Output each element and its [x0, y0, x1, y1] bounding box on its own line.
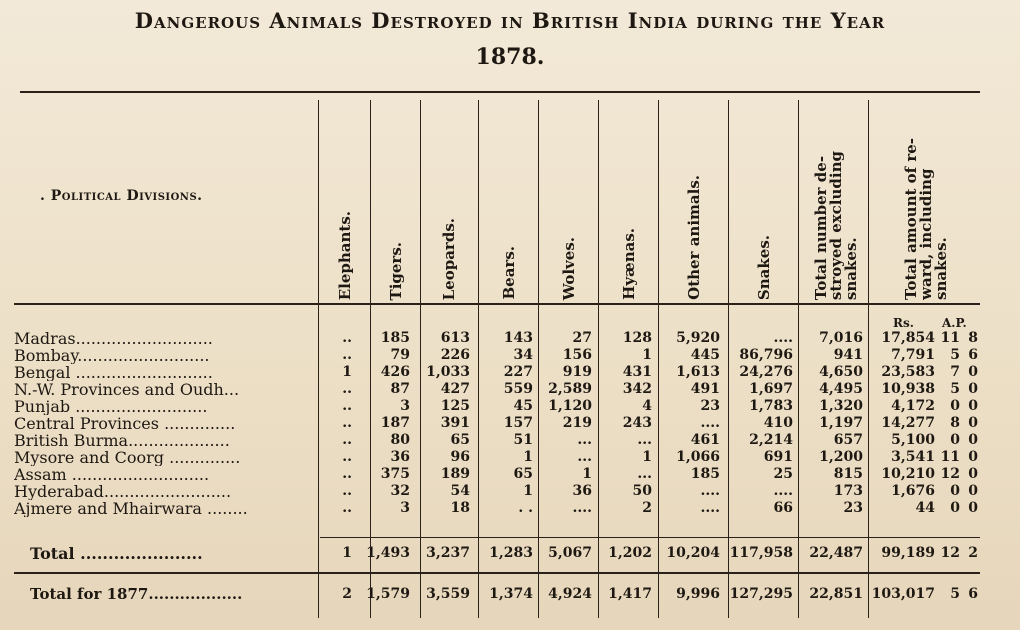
- table-row-wolves: ....: [572, 500, 592, 516]
- table-row-leopards: 96: [450, 449, 470, 465]
- total-1877-row-elephants: 2: [342, 586, 352, 602]
- table-row-tigers: 3: [400, 500, 410, 516]
- table-row-label: N.-W. Provinces and Oudh...: [14, 381, 240, 398]
- table-row-hyaenas: 1: [642, 449, 652, 465]
- table-row-total-excluding-snakes: 23: [843, 500, 863, 516]
- annas-pies-subheader: A.P.: [942, 316, 967, 330]
- total-row-hyaenas: 1,202: [608, 545, 652, 561]
- table-row-wolves: 27: [572, 330, 592, 346]
- table-row-bears: 51: [513, 432, 533, 448]
- table-row-leopards: 613: [440, 330, 470, 346]
- table-row-reward-pies: 0: [968, 398, 978, 414]
- table-row-leopards: 226: [440, 347, 470, 363]
- column-header-label: Wolves.: [559, 236, 578, 300]
- table-row-total-excluding-snakes: 1,320: [819, 398, 863, 414]
- table-row-bears: 1: [523, 483, 533, 499]
- table-row-elephants: ..: [342, 483, 352, 499]
- table-row-bears: 1: [523, 449, 533, 465]
- table-row-hyaenas: 4: [642, 398, 652, 414]
- table-row-total-excluding-snakes: 815: [833, 466, 863, 482]
- total-row-elephants: 1: [342, 545, 352, 561]
- table-row-reward-annas: 0: [950, 432, 960, 448]
- table-row-snakes: 1,697: [749, 381, 793, 397]
- table-row-other-animals: 1,613: [676, 364, 720, 380]
- table-row-reward-rupees: 5,100: [891, 432, 935, 448]
- table-row-other-animals: 185: [690, 466, 720, 482]
- table-row-bears: . .: [518, 500, 533, 516]
- table-row-label: Assam ...........................: [14, 466, 210, 483]
- table-row-hyaenas: 50: [632, 483, 652, 499]
- table-row-reward-rupees: 10,938: [881, 381, 935, 397]
- table-row-label: Central Provinces ..............: [14, 415, 236, 432]
- table-title: Dangerous Animals Destroyed in British India during the Year: [134, 8, 886, 33]
- column-header-wolves: [540, 108, 598, 300]
- table-row-total-excluding-snakes: 657: [833, 432, 863, 448]
- table-row-reward-pies: 0: [968, 483, 978, 499]
- table-row-leopards: 125: [440, 398, 470, 414]
- column-header-label: Snakes.: [754, 234, 773, 300]
- column-header-leopards: [420, 108, 478, 300]
- table-row-tigers: 375: [380, 466, 410, 482]
- table-row-snakes: 25: [773, 466, 793, 482]
- table-row-other-animals: 1,066: [676, 449, 720, 465]
- total-row-bears: 1,283: [489, 545, 533, 561]
- table-row-tigers: 80: [390, 432, 410, 448]
- total-row-reward-annas: 12: [940, 545, 960, 561]
- table-row-other-animals: ....: [700, 500, 720, 516]
- table-row-tigers: 187: [380, 415, 410, 431]
- table-year: 1878.: [475, 44, 545, 70]
- table-row-hyaenas: 1: [642, 347, 652, 363]
- table-row-reward-annas: 12: [940, 466, 960, 482]
- table-row-elephants: ..: [342, 415, 352, 431]
- table-row-reward-annas: 5: [950, 347, 960, 363]
- table-row-wolves: 919: [562, 364, 592, 380]
- table-row-reward-pies: 0: [968, 449, 978, 465]
- table-row-hyaenas: 342: [622, 381, 652, 397]
- column-header-label: Bears.: [499, 246, 518, 300]
- column-header-label: Tigers.: [386, 241, 405, 300]
- table-row-tigers: 185: [380, 330, 410, 346]
- table-row-reward-rupees: 10,210: [881, 466, 935, 482]
- column-header-label: Total amount of re- ward, including snakes.: [901, 138, 950, 300]
- table-row-other-animals: 461: [690, 432, 720, 448]
- table-row-bears: 65: [513, 466, 533, 482]
- total-1877-row-tigers: 1,579: [366, 586, 410, 602]
- table-row-reward-pies: 0: [968, 364, 978, 380]
- table-row-wolves: ...: [577, 432, 592, 448]
- table-row-elephants: ..: [342, 347, 352, 363]
- table-row-other-animals: ....: [700, 415, 720, 431]
- table-row-total-excluding-snakes: 941: [833, 347, 863, 363]
- table-row-snakes: ....: [773, 483, 793, 499]
- table-row-elephants: ..: [342, 381, 352, 397]
- total-row-reward-rupees: 99,189: [881, 545, 935, 561]
- table-row-reward-rupees: 44: [915, 500, 935, 516]
- table-row-hyaenas: 128: [622, 330, 652, 346]
- table-row-snakes: 86,796: [739, 347, 793, 363]
- total-row-snakes: 117,958: [729, 545, 793, 561]
- total-row-reward-pies: 2: [968, 545, 978, 561]
- table-row-wolves: 1,120: [548, 398, 592, 414]
- table-row-wolves: 1: [582, 466, 592, 482]
- table-row-total-excluding-snakes: 4,650: [819, 364, 863, 380]
- table-row-reward-rupees: 23,583: [881, 364, 935, 380]
- table-row-reward-annas: 7: [950, 364, 960, 380]
- table-row-snakes: 1,783: [749, 398, 793, 414]
- total-1877-row-wolves: 4,924: [548, 586, 592, 602]
- column-header-other-animals: [660, 108, 728, 300]
- table-row-leopards: 18: [450, 500, 470, 516]
- column-header-label: Elephants.: [335, 210, 354, 300]
- table-row-total-excluding-snakes: 1,200: [819, 449, 863, 465]
- total-row-label: Total ......................: [30, 545, 203, 562]
- table-row-elephants: ..: [342, 466, 352, 482]
- table-row-reward-rupees: 1,676: [891, 483, 935, 499]
- table-row-total-excluding-snakes: 4,495: [819, 381, 863, 397]
- table-row-leopards: 1,033: [426, 364, 470, 380]
- table-row-reward-annas: 0: [950, 398, 960, 414]
- table-row-reward-annas: 5: [950, 381, 960, 397]
- table-row-label: Ajmere and Mhairwara ........: [14, 500, 248, 517]
- table-row-reward-rupees: 14,277: [881, 415, 935, 431]
- political-divisions-header: . Political Divisions.: [40, 188, 203, 204]
- table-row-elephants: ..: [342, 449, 352, 465]
- table-row-reward-pies: 0: [968, 432, 978, 448]
- table-row-tigers: 87: [390, 381, 410, 397]
- rupees-subheader: Rs.: [893, 316, 914, 330]
- table-row-leopards: 65: [450, 432, 470, 448]
- table-row-snakes: ....: [773, 330, 793, 346]
- total-row-total-excluding-snakes: 22,487: [809, 545, 863, 561]
- table-row-snakes: 66: [773, 500, 793, 516]
- table-row-wolves: ...: [577, 449, 592, 465]
- total-1877-row-label: Total for 1877..................: [30, 586, 243, 603]
- table-row-reward-pies: 0: [968, 415, 978, 431]
- table-row-wolves: 36: [572, 483, 592, 499]
- table-row-tigers: 32: [390, 483, 410, 499]
- total-row-wolves: 5,067: [548, 545, 592, 561]
- table-row-snakes: 2,214: [749, 432, 793, 448]
- table-row-leopards: 54: [450, 483, 470, 499]
- table-row-elephants: ..: [342, 398, 352, 414]
- table-row-bears: 34: [513, 347, 533, 363]
- table-row-hyaenas: 243: [622, 415, 652, 431]
- total-1877-row-bears: 1,374: [489, 586, 533, 602]
- table-row-hyaenas: ...: [637, 466, 652, 482]
- table-row-leopards: 427: [440, 381, 470, 397]
- table-row-hyaenas: 431: [622, 364, 652, 380]
- table-row-elephants: ..: [342, 500, 352, 516]
- total-row-leopards: 3,237: [426, 545, 470, 561]
- column-header-label: Hyænas.: [619, 228, 638, 300]
- table-row-reward-pies: 0: [968, 466, 978, 482]
- column-header-bears: [478, 108, 540, 300]
- table-row-other-animals: ....: [700, 483, 720, 499]
- column-header-snakes: [728, 108, 800, 300]
- table-row-other-animals: 491: [690, 381, 720, 397]
- table-row-bears: 45: [513, 398, 533, 414]
- total-1877-row-hyaenas: 1,417: [608, 586, 652, 602]
- table-row-bears: 559: [503, 381, 533, 397]
- total-1877-row-leopards: 3,559: [426, 586, 470, 602]
- column-header-reward-rupees: [872, 108, 980, 300]
- table-row-tigers: 79: [390, 347, 410, 363]
- table-row-tigers: 426: [380, 364, 410, 380]
- total-1877-row-reward-annas: 5: [950, 586, 960, 602]
- table-row-reward-rupees: 3,541: [891, 449, 935, 465]
- table-row-reward-pies: 0: [968, 500, 978, 516]
- table-row-reward-annas: 0: [950, 500, 960, 516]
- table-row-hyaenas: ...: [637, 432, 652, 448]
- table-row-wolves: 156: [562, 347, 592, 363]
- column-header-total-excluding-snakes: [800, 108, 872, 300]
- table-row-label: Bengal ...........................: [14, 364, 213, 381]
- table-row-total-excluding-snakes: 1,197: [819, 415, 863, 431]
- column-header-label: Total number de- stroyed excluding snakes.: [811, 150, 860, 300]
- table-row-reward-annas: 11: [940, 449, 960, 465]
- table-row-reward-rupees: 4,172: [891, 398, 935, 414]
- table-row-bears: 143: [503, 330, 533, 346]
- column-header-hyaenas: [598, 108, 660, 300]
- table-row-label: Mysore and Coorg ..............: [14, 449, 241, 466]
- table-row-label: Punjab ..........................: [14, 398, 208, 415]
- column-header-label: Other animals.: [684, 175, 703, 300]
- table-row-total-excluding-snakes: 7,016: [819, 330, 863, 346]
- table-row-reward-rupees: 7,791: [891, 347, 935, 363]
- table-row-reward-annas: 0: [950, 483, 960, 499]
- table-row-reward-pies: 6: [968, 347, 978, 363]
- top-rule: [20, 91, 980, 93]
- table-row-elephants: ..: [342, 330, 352, 346]
- column-header-label: Leopards.: [439, 217, 458, 300]
- total-1877-row-other-animals: 9,996: [676, 586, 720, 602]
- table-row-elephants: 1: [342, 364, 352, 380]
- total-1877-row-snakes: 127,295: [729, 586, 793, 602]
- table-row-other-animals: 445: [690, 347, 720, 363]
- table-row-snakes: 410: [763, 415, 793, 431]
- column-header-tigers: [372, 108, 420, 300]
- header-rule: [14, 303, 980, 305]
- table-row-reward-pies: 0: [968, 381, 978, 397]
- table-row-tigers: 36: [390, 449, 410, 465]
- table-row-other-animals: 23: [700, 398, 720, 414]
- table-row-bears: 157: [503, 415, 533, 431]
- table-row-bears: 227: [503, 364, 533, 380]
- table-row-wolves: 219: [562, 415, 592, 431]
- table-row-elephants: ..: [342, 432, 352, 448]
- table-row-reward-annas: 8: [950, 415, 960, 431]
- total-row-tigers: 1,493: [366, 545, 410, 561]
- table-row-tigers: 3: [400, 398, 410, 414]
- total-rule: [320, 537, 980, 538]
- table-row-label: British Burma....................: [14, 432, 230, 449]
- table-row-snakes: 691: [763, 449, 793, 465]
- total-1877-rule: [14, 572, 980, 574]
- table-row-label: Madras...........................: [14, 330, 213, 347]
- column-header-elephants: [318, 108, 372, 300]
- table-row-label: Bombay..........................: [14, 347, 210, 364]
- total-1877-row-total-excluding-snakes: 22,851: [809, 586, 863, 602]
- total-1877-row-reward-rupees: 103,017: [871, 586, 935, 602]
- table-row-leopards: 391: [440, 415, 470, 431]
- total-1877-row-reward-pies: 6: [968, 586, 978, 602]
- table-row-reward-rupees: 17,854: [881, 330, 935, 346]
- total-row-other-animals: 10,204: [666, 545, 720, 561]
- table-row-wolves: 2,589: [548, 381, 592, 397]
- table-row-label: Hyderabad.........................: [14, 483, 232, 500]
- table-row-reward-annas: 11: [940, 330, 960, 346]
- table-row-reward-pies: 8: [968, 330, 978, 346]
- table-row-hyaenas: 2: [642, 500, 652, 516]
- table-row-total-excluding-snakes: 173: [833, 483, 863, 499]
- table-row-leopards: 189: [440, 466, 470, 482]
- table-row-other-animals: 5,920: [676, 330, 720, 346]
- table-row-snakes: 24,276: [739, 364, 793, 380]
